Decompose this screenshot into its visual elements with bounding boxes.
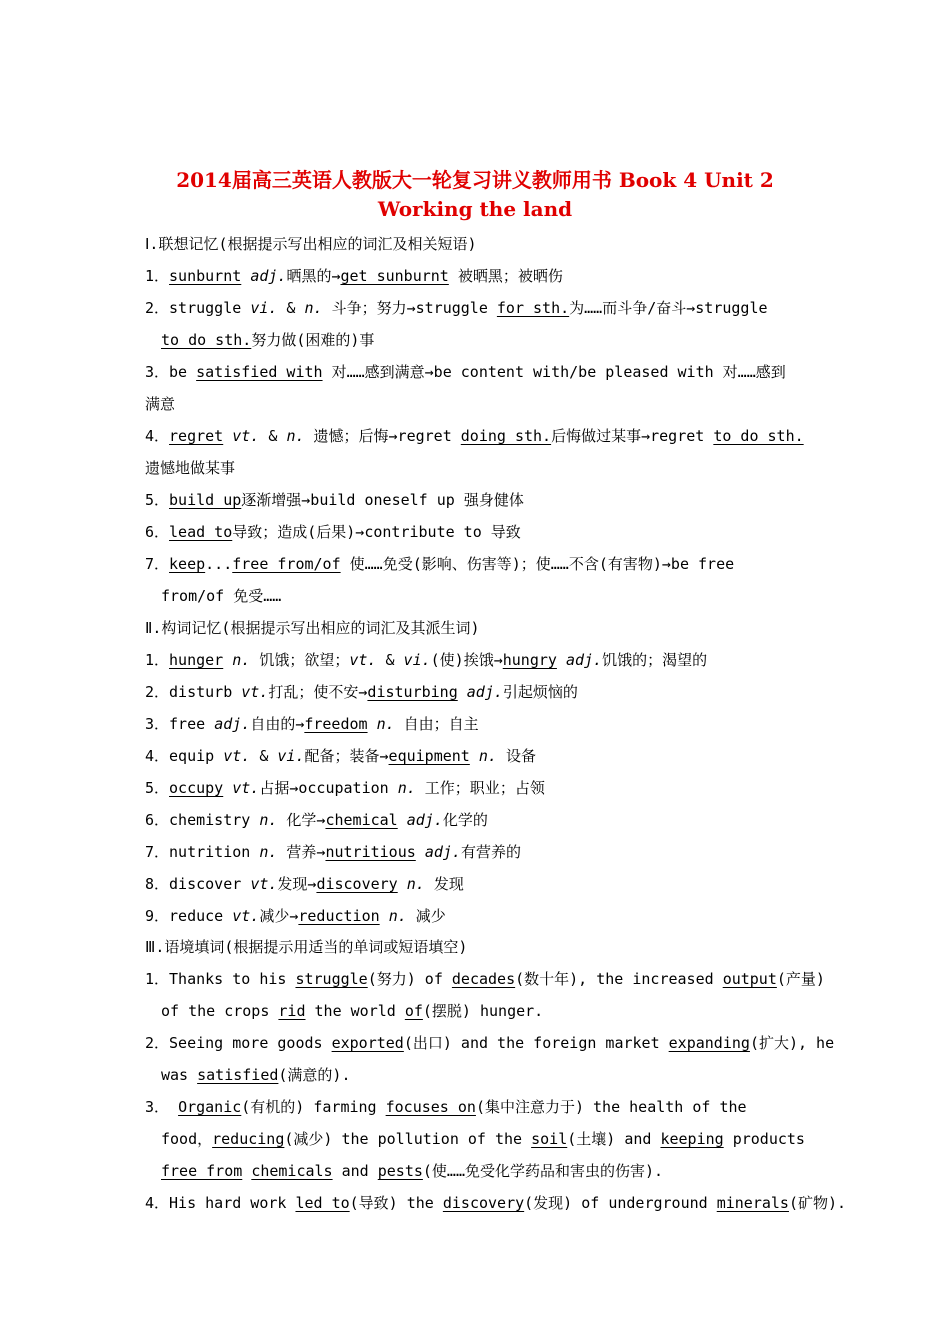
list-item-continuation: food，reducing(减少) the pollution of the soil(土壤) and keeping products bbox=[161, 1130, 805, 1148]
list-item-continuation: 满意 bbox=[145, 395, 176, 413]
list-item: 2．disturb vt.打乱；使不安→disturbing adj.引起烦恼的 bbox=[145, 683, 578, 701]
list-item: 2．struggle vi. & n. 斗争；努力→struggle for sth.为……而斗争/奋斗→struggle bbox=[145, 299, 768, 317]
list-item: 4．His hard work led to(导致) the discovery(发现) of underground minerals(矿物). bbox=[145, 1194, 847, 1212]
list-item: 7．keep...free from/of 使……免受(影响、伤害等)；使……不含(有害物)→be free bbox=[145, 555, 735, 573]
list-item: 5．build up逐渐增强→build oneself up 强身健体 bbox=[145, 491, 524, 509]
document-subtitle: Working the land bbox=[377, 197, 573, 221]
list-item: 2．Seeing more goods exported(出口) and the foreign market expanding(扩大), he bbox=[145, 1034, 835, 1052]
list-item-continuation: from/of 免受…… bbox=[161, 587, 282, 605]
list-item-continuation: of the crops rid the world of(摆脱) hunger. bbox=[161, 1002, 544, 1020]
list-item-continuation: 遗憾地做某事 bbox=[145, 459, 236, 477]
list-item-continuation: was satisfied(满意的). bbox=[161, 1066, 351, 1084]
list-item: 3．free adj.自由的→freedom n. 自由；自主 bbox=[145, 715, 479, 733]
section1-heading: Ⅰ.联想记忆(根据提示写出相应的词汇及相关短语) bbox=[145, 235, 477, 253]
list-item: 3．be satisfied with 对……感到满意→be content with/be pleased with 对……感到 bbox=[145, 363, 786, 381]
list-item-continuation: free from chemicals and pests(使……免受化学药品和害虫的伤害). bbox=[161, 1162, 664, 1180]
list-item: 8．discover vt.发现→discovery n. 发现 bbox=[145, 875, 464, 893]
list-item: 6．chemistry n. 化学→chemical adj.化学的 bbox=[145, 811, 488, 829]
list-item: 6．lead to导致；造成(后果)→contribute to 导致 bbox=[145, 523, 521, 541]
section2-heading: Ⅱ.构词记忆(根据提示写出相应的词汇及其派生词) bbox=[145, 619, 480, 637]
list-item: 9．reduce vt.减少→reduction n. 减少 bbox=[145, 907, 446, 925]
list-item: 1．hunger n. 饥饿；欲望；vt. & vi.(使)挨饿→hungry adj.饥饿的；渴望的 bbox=[145, 651, 708, 669]
document-title: 2014届高三英语人教版大一轮复习讲义教师用书 Book 4 Unit 2 bbox=[176, 168, 774, 192]
list-item: 7．nutrition n. 营养→nutritious adj.有营养的 bbox=[145, 843, 521, 861]
list-item: 5．occupy vt.占据→occupation n. 工作；职业；占领 bbox=[145, 779, 545, 797]
list-item: 4．equip vt. & vi.配备；装备→equipment n. 设备 bbox=[145, 747, 536, 765]
list-item: 1．sunburnt adj.晒黑的→get sunburnt 被晒黑；被晒伤 bbox=[145, 267, 563, 285]
list-item: 4．regret vt. & n. 遗憾；后悔→regret doing sth.后悔做过某事→regret to do sth. bbox=[145, 427, 804, 445]
list-item: 3． Organic(有机的) farming focuses on(集中注意力于) the health of the bbox=[145, 1098, 747, 1116]
list-item: 1．Thanks to his struggle(努力) of decades(数十年), the increased output(产量) bbox=[145, 970, 825, 988]
section3-heading: Ⅲ.语境填词(根据提示用适当的单词或短语填空) bbox=[145, 938, 468, 956]
list-item-continuation: to do sth.努力做(困难的)事 bbox=[161, 331, 375, 349]
